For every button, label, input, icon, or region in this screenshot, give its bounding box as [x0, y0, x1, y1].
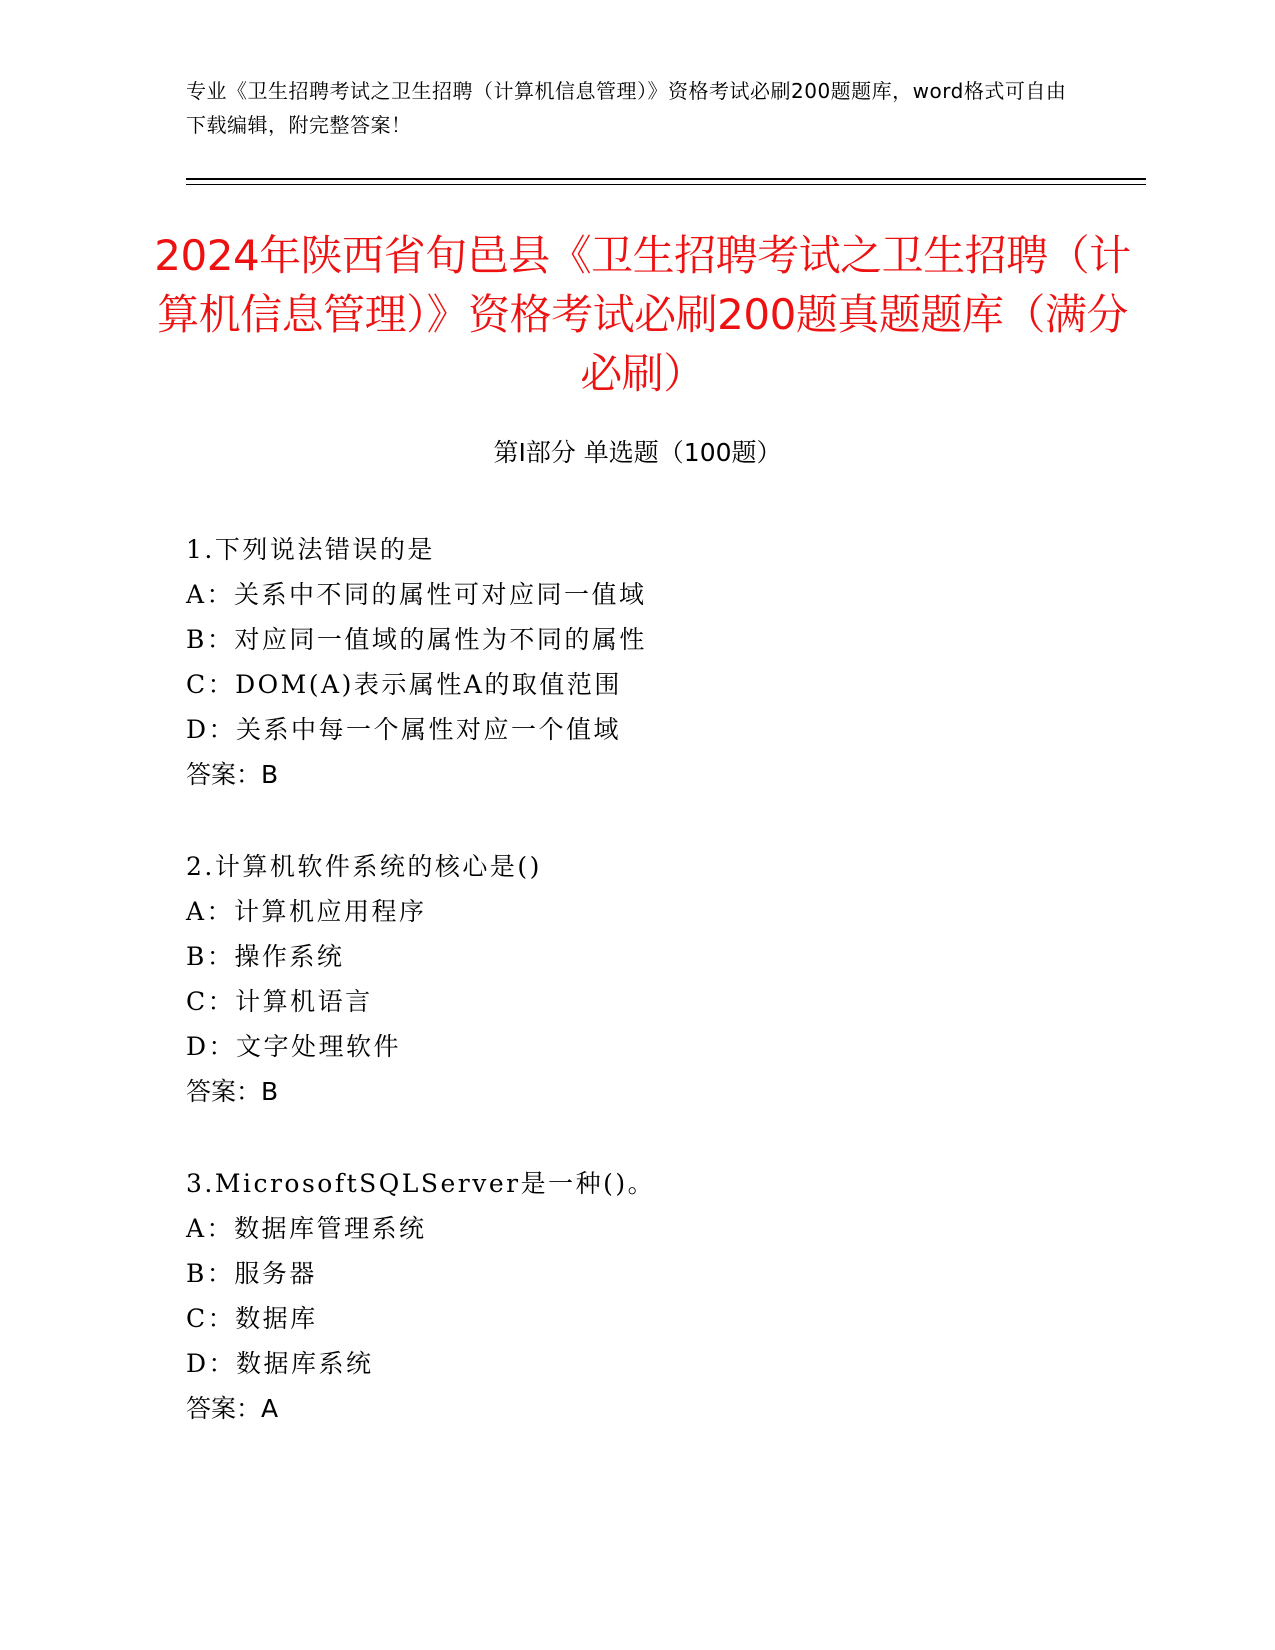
option-c: C：数据库 [186, 1304, 318, 1333]
option-a: A：计算机应用程序 [186, 897, 427, 926]
option-b: B：操作系统 [186, 942, 345, 971]
document-title: 2024年陕西省旬邑县《卫生招聘考试之卫生招聘（计算机信息管理）》资格考试必刷200题真题题库（满分必刷） [154, 231, 1131, 398]
question-2 [186, 844, 1086, 1114]
option-d: D：数据库系统 [186, 1349, 374, 1378]
option-a: A：数据库管理系统 [186, 1214, 427, 1243]
question-list [186, 527, 1086, 1478]
option-d: D：文字处理软件 [186, 1032, 402, 1061]
section-title: 第Ⅰ部分 单选题（100题） [493, 438, 782, 467]
option-c: C：DOM(A)表示属性A的取值范围 [186, 670, 622, 699]
question-stem: 3.MicrosoftSQLServer是一种()。 [186, 1169, 656, 1198]
answer: 答案：B [186, 760, 279, 789]
option-a: A：关系中不同的属性可对应同一值域 [186, 580, 647, 609]
question-stem: 2.计算机软件系统的核心是() [186, 852, 542, 881]
answer: 答案：B [186, 1077, 279, 1106]
option-c: C：计算机语言 [186, 987, 373, 1016]
answer: 答案：A [186, 1394, 279, 1423]
question-1 [186, 527, 1086, 797]
header-divider-thin [186, 184, 1146, 185]
option-b: B：服务器 [186, 1259, 317, 1288]
option-b: B：对应同一值域的属性为不同的属性 [186, 625, 647, 654]
header-note: 专业《卫生招聘考试之卫生招聘（计算机信息管理）》资格考试必刷200题题库，word格式可自由下载编辑，附完整答案！ [186, 79, 1067, 137]
option-d: D：关系中每一个属性对应一个值域 [186, 715, 622, 744]
question-3 [186, 1161, 1086, 1431]
question-stem: 1.下列说法错误的是 [186, 535, 435, 564]
header-divider-thick [186, 178, 1146, 180]
